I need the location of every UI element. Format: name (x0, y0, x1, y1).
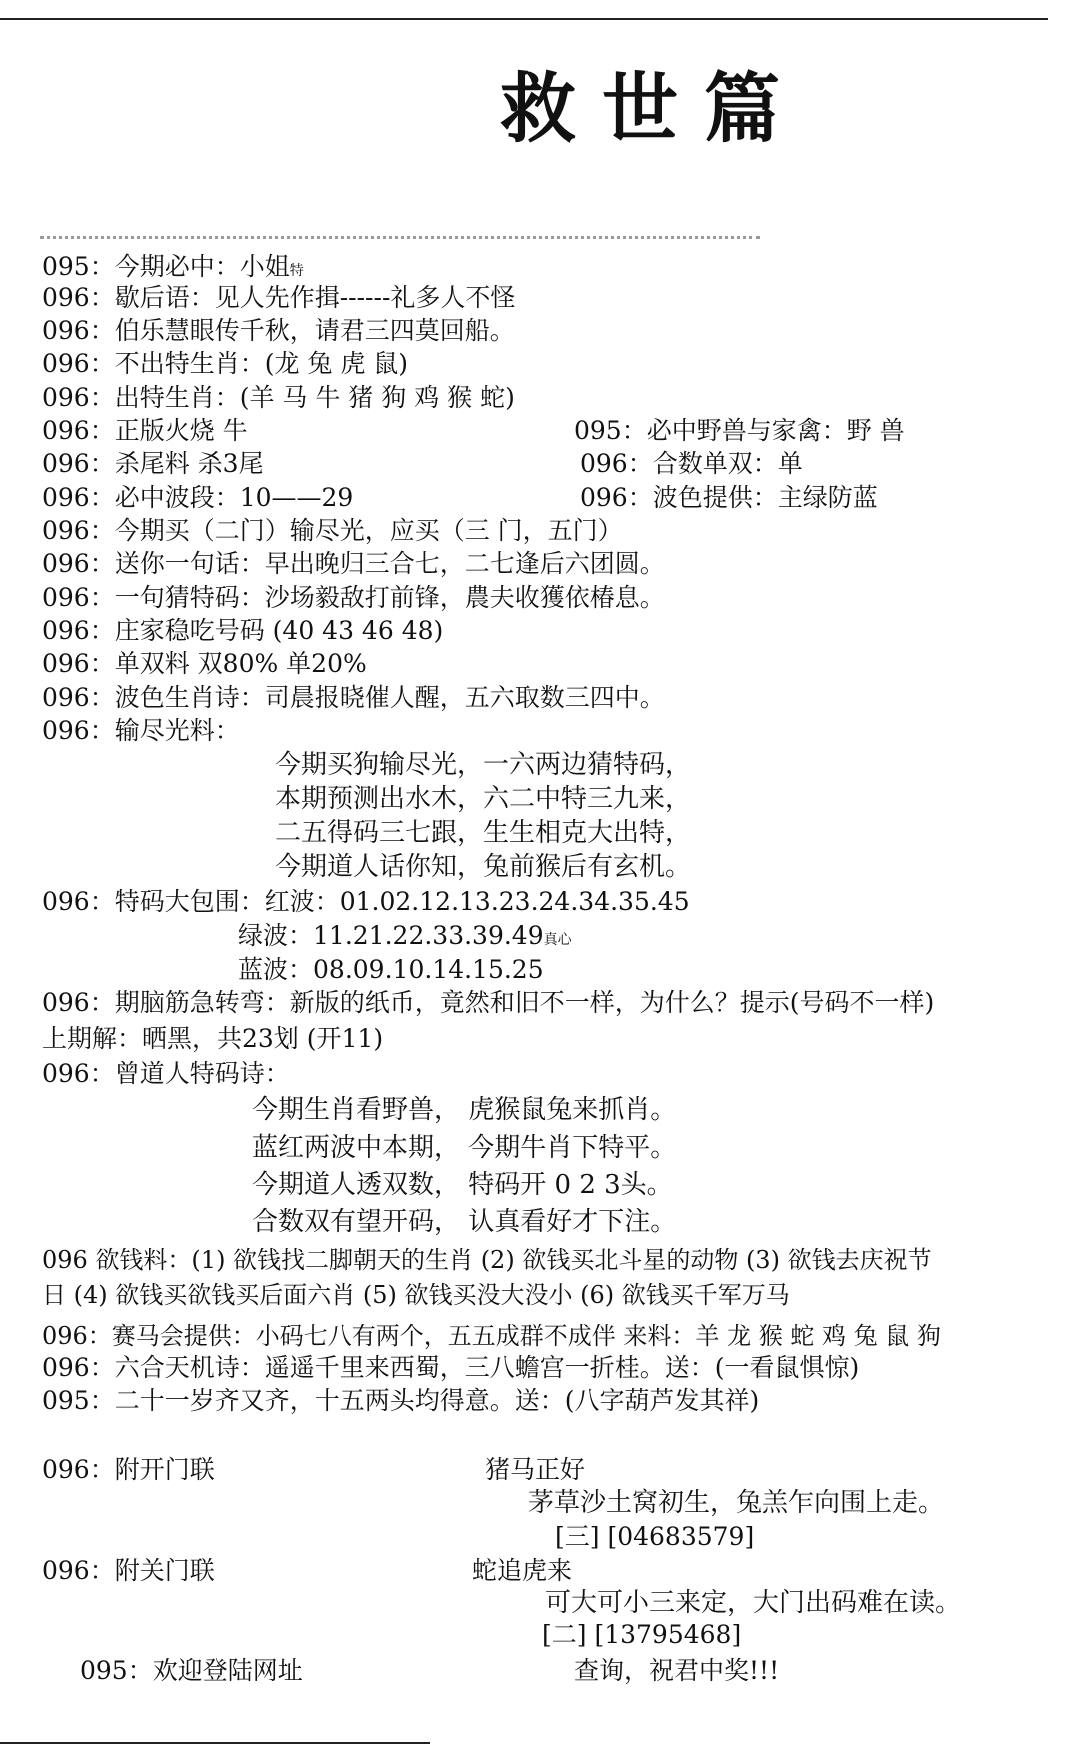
line-19b: 日 (4) 欲钱买欲钱买后面六肖 (5) 欲钱买没大没小 (6) 欲钱买千军万马 (42, 1281, 790, 1309)
poem2-line-2: 蓝红两波中本期， 今期牛肖下特平。 (252, 1133, 677, 1163)
line-16: 096：期脑筋急转弯：新版的纸币，竟然和旧不一样，为什么？提示(号码不一样) (42, 988, 935, 1017)
color-block-label: 096：特码大包围： (42, 887, 265, 916)
line-8-left: 096：必中波段：10——29 (42, 483, 354, 512)
line-1-text: 095：今期必中：小姐 (42, 252, 290, 281)
line-18: 096：曾道人特码诗： (42, 1059, 290, 1088)
poem2-line-3: 今期道人透双数， 特码开 0 2 3头。 (252, 1170, 673, 1200)
line-6-left: 096：正版火烧 牛 (42, 416, 248, 445)
line-17: 上期解：晒黑，共23划 (开11) (42, 1024, 384, 1053)
blue-wave-values: 08.09.10.14.15.25 (313, 955, 544, 984)
line-8-right: 096：波色提供：主绿防蓝 (580, 483, 878, 512)
line-15: 096：输尽光料： (42, 716, 240, 745)
red-wave-label: 红波： (264, 887, 340, 916)
open-couplet-title: 猪马正好 (485, 1455, 586, 1484)
line-11: 096：一句猜特码：沙场毅敌打前锋，農夫收獲依椿息。 (42, 583, 665, 612)
page-title: 救世篇 (500, 64, 806, 153)
footer-left: 095：欢迎登陆网址 (80, 1656, 303, 1685)
poem2-line-4: 合数双有望开码， 认真看好才下注。 (252, 1207, 677, 1237)
line-7-left: 096：杀尾料 杀3尾 (42, 449, 264, 478)
color-green-row (238, 921, 572, 955)
green-wave-label: 绿波： (238, 921, 314, 950)
poem1-line-2: 本期预测出水木，六二中特三九来， (275, 784, 692, 814)
open-couplet-label: 096：附开门联 (42, 1455, 215, 1484)
poem1-line-3: 二五得码三七跟，生生相克大出特， (275, 818, 692, 848)
color-blue-row (238, 955, 544, 985)
close-couplet-title: 蛇追虎来 (472, 1556, 573, 1585)
line-13: 096：单双料 双80% 单20% (42, 649, 367, 678)
open-couplet-code: [三] [04683579] (555, 1522, 755, 1551)
line-19a: 096 欲钱料：(1) 欲钱找二脚朝天的生肖 (2) 欲钱买北斗星的动物 (3) 欲钱去庆祝节 (42, 1246, 932, 1274)
poem2-line-1: 今期生肖看野兽， 虎猴鼠兔来抓肖。 (252, 1095, 677, 1125)
line-7-right: 096：合数单双：单 (580, 449, 803, 478)
line-4: 096：不出特生肖：(龙 兔 虎 鼠) (42, 349, 409, 378)
line-3: 096：伯乐慧眼传千秋，请君三四莫回船。 (42, 316, 515, 345)
line-1 (42, 252, 304, 286)
blue-wave-label: 蓝波： (238, 955, 314, 984)
poem1-line-1: 今期买狗输尽光，一六两边猜特码， (275, 750, 692, 780)
line-9: 096：今期买（二门）输尽光，应买（三 门，五门） (42, 516, 623, 545)
line-6-right: 095：必中野兽与家禽：野 兽 (574, 416, 905, 445)
close-couplet-code: [二] [13795468] (542, 1620, 742, 1649)
open-couplet-text: 茅草沙土窝初生，兔羔乍向围上走。 (528, 1488, 945, 1518)
line-21: 096：六合天机诗：遥遥千里来西蜀，三八蟾宫一折桂。送：(一看鼠惧惊) (42, 1353, 860, 1382)
line-22: 095：二十一岁齐又齐，十五两头均得意。送：(八字葫芦发其祥) (42, 1386, 760, 1415)
green-wave-values: 11.21.22.33.39.49 (313, 921, 544, 950)
close-couplet-label: 096：附关门联 (42, 1556, 215, 1585)
dotted-divider (40, 236, 760, 239)
line-1-mark: 特 (289, 263, 304, 279)
color-red-row (42, 887, 690, 917)
close-couplet-text: 可大可小三来定，大门出码难在读。 (545, 1588, 962, 1618)
top-rule (0, 18, 1048, 20)
line-5: 096：出特生肖：(羊 马 牛 猪 狗 鸡 猴 蛇) (42, 383, 515, 412)
bottom-rule (0, 1742, 430, 1744)
poem1-line-4: 今期道人话你知，兔前猴后有玄机。 (275, 852, 692, 882)
line-14: 096：波色生肖诗：司晨报晓催人醒，五六取数三四中。 (42, 683, 665, 712)
footer-right: 查询，祝君中奖!!! (574, 1656, 780, 1685)
red-wave-values: 01.02.12.13.23.24.34.35.45 (339, 887, 690, 916)
green-wave-mark: 真心 (543, 932, 572, 948)
line-12: 096：庄家稳吃号码 (40 43 46 48) (42, 616, 444, 645)
line-20: 096：赛马会提供：小码七八有两个，五五成群不成伴 来料：羊 龙 猴 蛇 鸡 兔 鼠 狗 (42, 1322, 941, 1350)
line-10: 096：送你一句话：早出晚归三合七，二七逢后六团圆。 (42, 549, 665, 578)
line-2: 096：歇后语：见人先作揖------礼多人不怪 (42, 283, 516, 312)
